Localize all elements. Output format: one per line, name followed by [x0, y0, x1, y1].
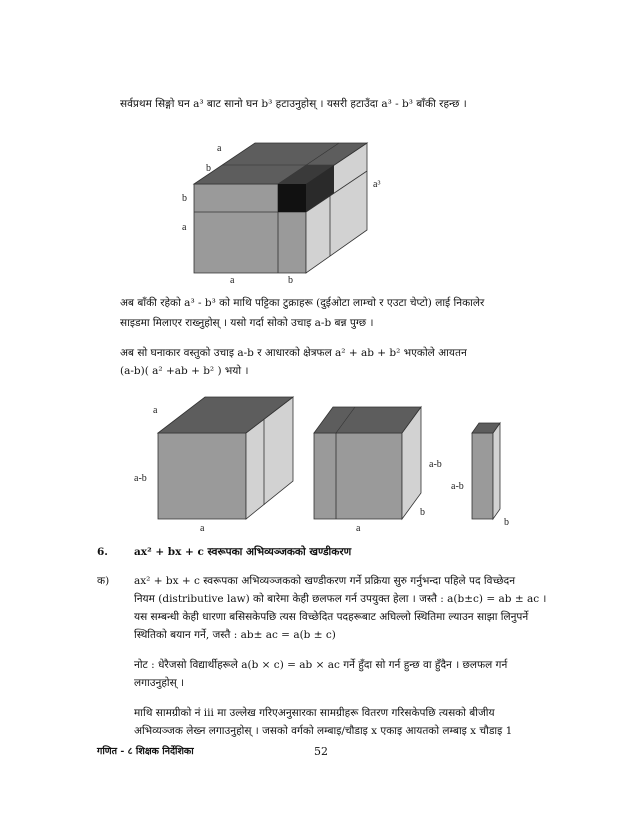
- fig2-box2-side-label: a-b: [429, 459, 442, 470]
- fig1-bottom-a-label: a: [230, 275, 235, 286]
- item-line3: यस सम्बन्धी केही धारणा बसिसकेपछि त्यस विच्छेदित पदहरूबाट अघिल्लो स्थितिमा ल्याउन साझा लिनुपर्ने: [134, 611, 529, 623]
- fig2-box1-bottom-a-label: a: [200, 523, 205, 534]
- item-line2: नियम (distributive law) को बारेमा केही छलफल गर्न उपयुक्त हेला । जस्तै : a(b±c) = ab ± ac ।: [134, 593, 547, 605]
- page-number: 52: [314, 745, 328, 758]
- para3-line1: अब सो घनाकार वस्तुको उचाइ a-b र आधारको क्षेत्रफल a² + ab + b² भएकोले आयतन: [120, 347, 467, 359]
- cube-figure: [182, 143, 380, 286]
- item-line1: ax² + bx + c स्वरूपका अभिव्यञ्जकको खण्डीकरण गर्ने प्रक्रिया सुरु गर्नुभन्दा पहिले पद विच्छेदन: [134, 575, 516, 587]
- para2-line2: साइडमा मिलाएर राख्नुहोस् । यसो गर्दा सोको उचाइ a-b बन्न पुग्छ ।: [120, 317, 374, 329]
- fig2-box3-b-label: b: [504, 517, 509, 528]
- note-line2: लगाउनुहोस् ।: [134, 677, 185, 689]
- fig1-side-a-label: a: [182, 222, 187, 233]
- box-figure-3: [451, 423, 509, 528]
- fig1-top-a-label: a: [217, 143, 222, 154]
- footer-title: गणित - ८ शिक्षक निर्देशिका: [97, 746, 194, 757]
- note-line1: नोट : धेरैजसो विद्यार्थीहरूले a(b × c) = ab × ac गर्ने हुँदा सो गर्न हुन्छ वा हुँदैन । छलफल गर्न: [134, 659, 508, 671]
- fig2-box1-top-a-label: a: [153, 405, 158, 416]
- section-title: ax² + bx + c स्वरूपका अभिव्यञ्जकको खण्डीकरण: [134, 546, 352, 558]
- fig2-box1-side-label: a-b: [134, 473, 147, 484]
- para2-line1: अब बाँकी रहेको a³ - b³ को माथि पट्टिका टुक्राहरू (दुईओटा लाम्चो र एउटा चेप्टो) लाई निकालेर: [120, 297, 485, 309]
- fig1-a3-label: a³: [373, 179, 381, 190]
- para3-line2: (a-b)( a² +ab + b² ) भयो ।: [120, 365, 249, 377]
- fig1-upper-b-label: b: [206, 163, 211, 174]
- fig2-box2-b-label: b: [420, 507, 425, 518]
- fig2-box3-side-label: a-b: [451, 481, 464, 492]
- item-line4: स्थितिको बयान गर्ने, जस्तै : ab± ac = a(b ± c): [134, 629, 336, 641]
- fig1-bottom-b-label: b: [288, 275, 293, 286]
- box-figure-1: [134, 397, 293, 534]
- last-para-line2: अभिव्यञ्जक लेख्न लगाउनुहोस् । जसको वर्गको लम्बाइ/चौडाइ x एकाइ आयतको लम्बाइ x चौडाइ 1: [134, 725, 513, 737]
- item-marker: क): [97, 575, 110, 587]
- section-number: 6.: [97, 546, 108, 558]
- box-figure-2: [314, 407, 442, 534]
- fig2-box2-bottom-a-label: a: [356, 523, 361, 534]
- last-para-line1: माथि सामग्रीको नं iii मा उल्लेख गरिएअनुसारका सामग्रीहरू वितरण गरिसकेपछि त्यसको बीजीय: [134, 707, 495, 719]
- intro-paragraph: सर्वप्रथम सिङ्गो घन a³ बाट सानो घन b³ हटाउनुहोस् । यसरी हटाउँदा a³ - b³ बाँकी रहन्छ ।: [120, 98, 467, 110]
- fig1-side-b-label: b: [182, 193, 187, 204]
